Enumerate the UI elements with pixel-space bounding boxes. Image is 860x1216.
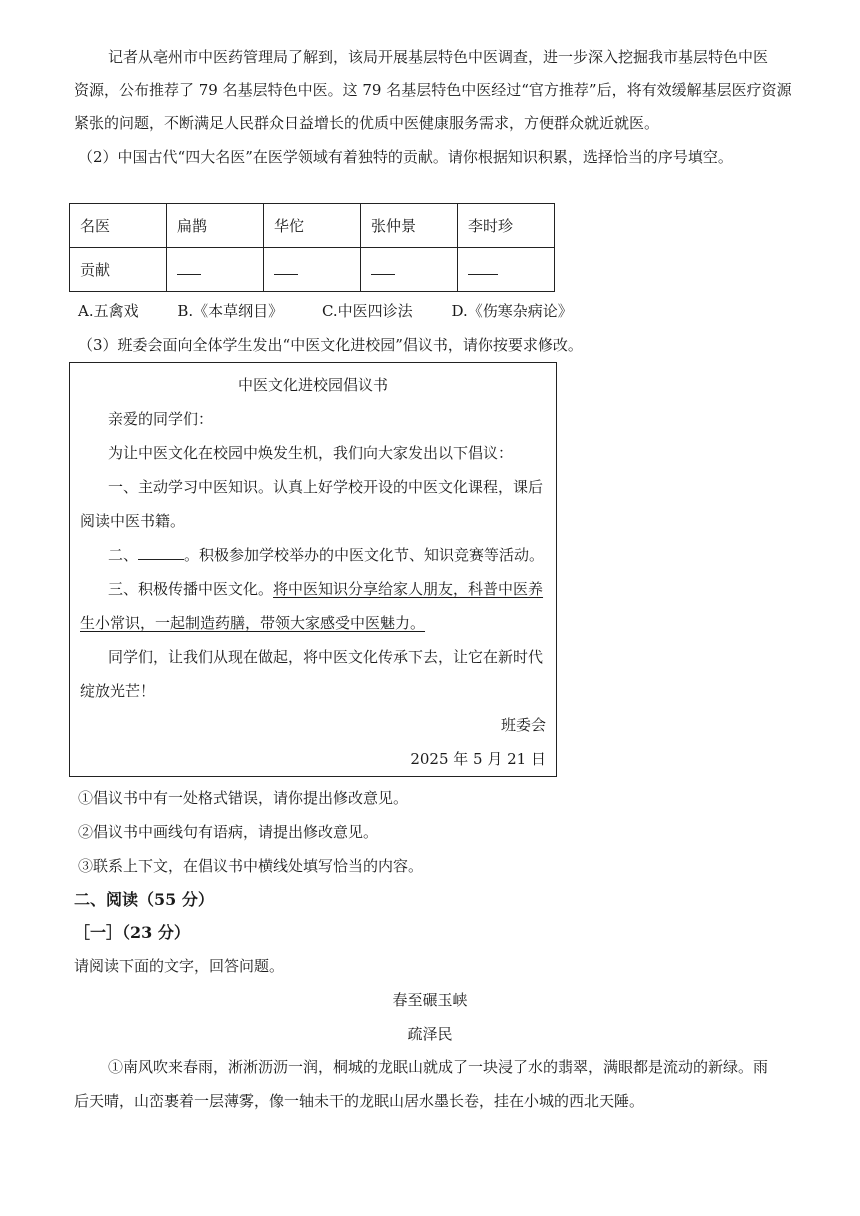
answer-blank-cell[interactable] — [167, 248, 264, 292]
intro-line-1: 记者从亳州市中医药管理局了解到，该局开展基层特色中医调查，进一步深入挖掘我市基层特色中医 — [108, 48, 769, 66]
table-cell: 贡献 — [70, 248, 167, 292]
answer-blank[interactable] — [177, 260, 201, 275]
table-row — [70, 204, 555, 248]
table-cell: 李时珍 — [458, 204, 555, 248]
article-title: 春至碾玉峡 — [392, 991, 468, 1009]
underlined-sentence: 生小常识，一起制造药膳，带领大家感受中医魅力。 — [80, 614, 426, 632]
article-paragraph-1: ①南风吹来春雨，淅淅沥沥一润，桐城的龙眠山就成了一块浸了水的翡翠，满眼都是流动的新绿。雨 — [108, 1058, 769, 1076]
proposal-letter-box — [69, 362, 557, 777]
table-cell: 华佗 — [264, 204, 361, 248]
question-2-prompt: （2）中国古代“四大名医”在医学领域有着独特的贡献。请你根据知识积累，选择恰当的序号填空。 — [78, 148, 733, 166]
section-heading: 二、阅读（55 分） — [74, 890, 214, 909]
sub-question-2: ②倡议书中画线句有语病，请提出修改意见。 — [78, 823, 379, 841]
letter-date: 2025 年 5 月 21 日 — [410, 750, 546, 768]
sub-question-3: ③联系上下文，在倡议书中横线处填写恰当的内容。 — [78, 857, 424, 875]
doctors-table — [69, 203, 555, 292]
underlined-sentence: 将中医知识分享给家人朋友，科普中医养 — [273, 580, 544, 598]
letter-salutation: 亲爱的同学们： — [108, 410, 214, 428]
letter-text: 三、积极传播中医文化。 — [108, 580, 274, 598]
letter-paragraph — [108, 578, 543, 600]
letter-text: 。积极参加学校举办的中医文化节、知识竞赛等活动。 — [184, 546, 545, 564]
intro-line-2: 资源，公布推荐了 79 名基层特色中医。这 79 名基层特色中医经过“官方推荐”后，将有效缓解基层医疗资源 — [74, 81, 792, 99]
letter-title: 中医文化进校园倡议书 — [237, 376, 388, 394]
answer-blank[interactable] — [468, 260, 498, 275]
answer-blank-cell[interactable] — [458, 248, 555, 292]
option-d: D.《伤寒杂病论》 — [451, 302, 573, 320]
part-heading: ［一］（23 分） — [74, 923, 190, 942]
answer-blank[interactable] — [371, 260, 395, 275]
letter-paragraph: 为让中医文化在校园中焕发生机，我们向大家发出以下倡议： — [108, 444, 514, 462]
answer-blank[interactable] — [274, 260, 298, 275]
letter-paragraph-with-blank — [108, 544, 544, 566]
table-cell: 名医 — [70, 204, 167, 248]
letter-paragraph — [80, 612, 425, 634]
answer-options — [78, 300, 607, 322]
letter-text: 二、 — [108, 546, 139, 564]
letter-paragraph: 阅读中医书籍。 — [80, 512, 186, 530]
option-b: B.《本草纲目》 — [177, 302, 284, 320]
answer-blank-cell[interactable] — [264, 248, 361, 292]
article-author: 疏泽民 — [407, 1025, 453, 1043]
answer-blank-cell[interactable] — [361, 248, 458, 292]
sub-question-1: ①倡议书中有一处格式错误，请你提出修改意见。 — [78, 789, 409, 807]
table-cell: 张仲景 — [361, 204, 458, 248]
option-c: C.中医四诊法 — [321, 302, 413, 320]
option-a: A.五禽戏 — [78, 302, 139, 320]
letter-paragraph: 绽放光芒！ — [80, 682, 156, 700]
article-paragraph-1-cont: 后天晴，山峦裹着一层薄雾，像一轴未干的龙眠山居水墨长卷，挂在小城的西北天陲。 — [74, 1092, 645, 1110]
letter-signer: 班委会 — [500, 716, 546, 734]
reading-instruction: 请阅读下面的文字，回答问题。 — [74, 957, 285, 975]
table-row — [70, 248, 555, 292]
table-cell: 扁鹊 — [167, 204, 264, 248]
letter-paragraph: 一、主动学习中医知识。认真上好学校开设的中医文化课程，课后 — [108, 478, 544, 496]
question-3-prompt: （3）班委会面向全体学生发出“中医文化进校园”倡议书，请你按要求修改。 — [78, 336, 583, 354]
fill-in-blank[interactable] — [138, 545, 184, 560]
letter-paragraph: 同学们，让我们从现在做起，将中医文化传承下去，让它在新时代 — [108, 648, 544, 666]
intro-line-3: 紧张的问题，不断满足人民群众日益增长的优质中医健康服务需求，方便群众就近就医。 — [74, 114, 660, 132]
